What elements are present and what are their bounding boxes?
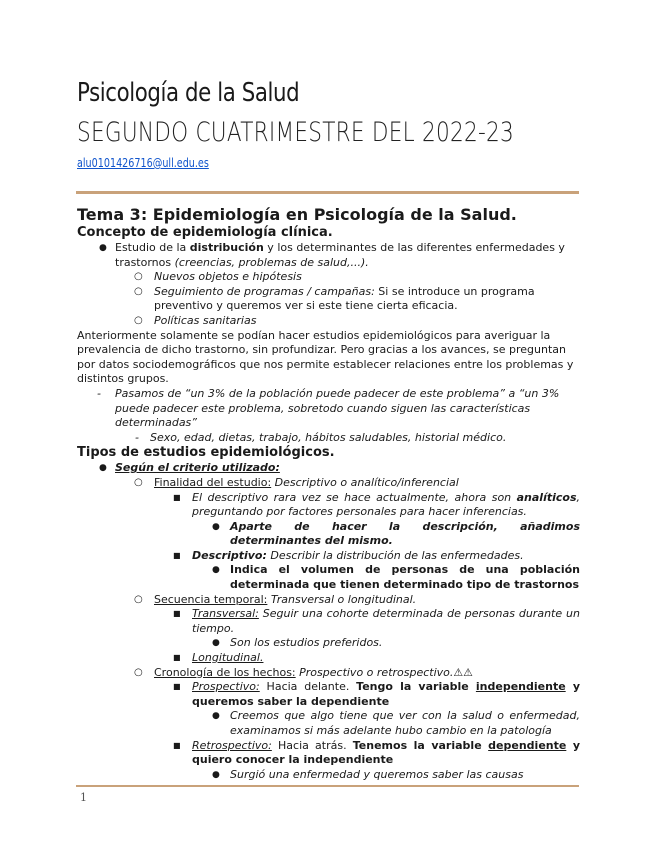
list-text-bold: Tenemos la variable	[352, 738, 489, 752]
circle-bullet-icon: ○	[134, 271, 143, 283]
list-text-bold-underlined: independiente	[475, 680, 566, 694]
header-divider	[76, 191, 579, 194]
bullet-icon: ●	[212, 711, 220, 722]
list-text: Aparte de hacer la descripción, añadimos determinantes del mismo.	[230, 519, 580, 548]
list-text-underlined: Cronología de los hechos:	[154, 665, 296, 679]
list-item	[77, 461, 580, 476]
concept-heading: Concepto de epidemiología clínica.	[77, 225, 333, 240]
list-item	[77, 666, 580, 681]
bullet-icon: ●	[212, 769, 220, 780]
list-text: Hacia atrás.	[271, 738, 353, 752]
list-item	[77, 768, 580, 783]
list-text-italic: Seguimiento de programas / campañas:	[154, 284, 375, 298]
document-subtitle: SEGUNDO CUATRIMESTRE DEL 2022-23	[77, 117, 514, 148]
footer-divider	[76, 785, 579, 787]
list-item	[77, 680, 580, 709]
list-item	[77, 739, 580, 768]
email-link[interactable]: alu0101426716@ull.edu.es	[77, 156, 209, 170]
list-item	[77, 607, 580, 636]
circle-bullet-icon: ○	[134, 593, 143, 605]
list-text: Describir la distribución de las enfermedades.	[266, 548, 524, 562]
list-text-bold: y queremos saber la dependiente	[192, 680, 580, 708]
list-text: y los determinantes de las diferentes enfermedades y trastornos	[115, 241, 565, 269]
list-text: Nuevos objetos e hipótesis	[154, 270, 302, 284]
list-text-bold: Tengo la variable	[356, 680, 476, 694]
list-text-bold: Descriptivo:	[192, 548, 267, 562]
list-text-italic: Descriptivo o analítico/inferencial	[271, 475, 459, 489]
section-title: Tema 3: Epidemiología en Psicología de la Salud.	[77, 205, 517, 224]
list-text: Surgió una enfermedad y queremos saber las causas	[230, 767, 524, 781]
list-text-bold-underlined: dependiente	[488, 738, 567, 752]
list-item	[77, 520, 580, 549]
page-number: 1	[80, 791, 87, 804]
list-text: Indica el volumen de personas de una población determinada que tienen determinado tipo de trastornos	[230, 563, 580, 592]
list-text-underlined: Retrospectivo:	[192, 738, 272, 752]
paragraph: Anteriormente solamente se podían hacer estudios epidemiológicos para averiguar la prevalencia de dicho trastorno, sin profundizar. Pero gracias a los avances, se preguntan por datos sociodemográficos que nos permite establecer relaciones entre los problemas y distintos grupos.	[77, 328, 574, 386]
list-text: Longitudinal.	[192, 651, 264, 665]
list-text: Son los estudios preferidos.	[230, 636, 383, 650]
circle-bullet-icon: ○	[134, 314, 143, 326]
list-text-italic: Prospectivo o retrospectivo.⚠⚠	[295, 665, 473, 679]
bullet-icon: ●	[99, 463, 107, 474]
list-text-underlined: Prospectivo:	[192, 680, 260, 694]
document-title: Psicología de la Salud	[77, 78, 300, 108]
list-text: Sexo, edad, dietas, trabajo, hábitos saludables, historial médico.	[150, 430, 507, 444]
bullet-icon: ●	[212, 565, 220, 576]
list-item	[77, 476, 580, 491]
list-item	[77, 563, 580, 592]
list-text-underlined: Finalidad del estudio:	[154, 475, 272, 489]
bullet-icon: ●	[99, 243, 107, 253]
list-text: Si se introduce un programa preventivo y queremos ver si este tiene cierta eficacia.	[154, 284, 535, 313]
list-item	[77, 636, 580, 651]
bullet-icon: ●	[212, 521, 220, 532]
list-text-bold: distribución	[189, 241, 264, 254]
list-text: Según el criterio utilizado:	[115, 461, 280, 475]
list-item	[77, 593, 580, 608]
list-item	[77, 285, 580, 314]
list-item	[77, 241, 580, 270]
square-bullet-icon: ■	[173, 682, 181, 692]
list-text-underlined: Transversal:	[192, 607, 259, 621]
list-text: Estudio de la	[115, 241, 190, 254]
list-text-bold: analíticos	[516, 490, 577, 504]
list-text-bold: y quiero conocer la independiente	[192, 738, 581, 767]
list-item	[77, 431, 580, 446]
list-text: Seguir una cohorte determinada de personas durante un tiempo.	[192, 607, 580, 635]
bullet-icon: ●	[212, 638, 220, 649]
list-text: El descriptivo rara vez se hace actualmente, ahora son	[192, 490, 517, 504]
dash-bullet-icon: -	[97, 386, 101, 400]
square-bullet-icon: ■	[173, 492, 181, 502]
square-bullet-icon: ■	[173, 653, 181, 663]
square-bullet-icon: ■	[173, 550, 181, 560]
circle-bullet-icon: ○	[134, 476, 143, 488]
list-text: Hacia delante.	[259, 680, 357, 694]
circle-bullet-icon: ○	[134, 285, 143, 297]
list-item	[77, 549, 580, 564]
square-bullet-icon: ■	[173, 740, 181, 750]
dash-bullet-icon: -	[135, 430, 139, 444]
circle-bullet-icon: ○	[134, 666, 143, 678]
list-item	[77, 491, 580, 520]
list-item	[77, 651, 580, 666]
list-item	[77, 314, 580, 329]
list-text-italic: Transversal o longitudinal.	[267, 592, 417, 606]
list-item	[77, 270, 580, 285]
list-text-italic: (creencias, problemas de salud,...).	[174, 255, 369, 269]
list-text: Políticas sanitarias	[154, 313, 257, 327]
list-text: Pasamos de “un 3% de la población puede padecer de este problema” a “un 3% puede padecer este problema, sobretodo cuando siguen las características determinadas”	[115, 386, 560, 430]
list-item	[77, 387, 580, 431]
document-body	[77, 205, 580, 782]
list-text-underlined: Secuencia temporal:	[154, 592, 268, 606]
list-item	[77, 709, 580, 738]
list-text: Creemos que algo tiene que ver con la salud o enfermedad, examinamos si más adelante hubo cambio en la patología	[230, 709, 580, 737]
square-bullet-icon: ■	[173, 609, 181, 619]
list-text: , preguntando por factores personales para hacer inferencias.	[192, 490, 580, 519]
types-heading: Tipos de estudios epidemiológicos.	[77, 445, 335, 461]
